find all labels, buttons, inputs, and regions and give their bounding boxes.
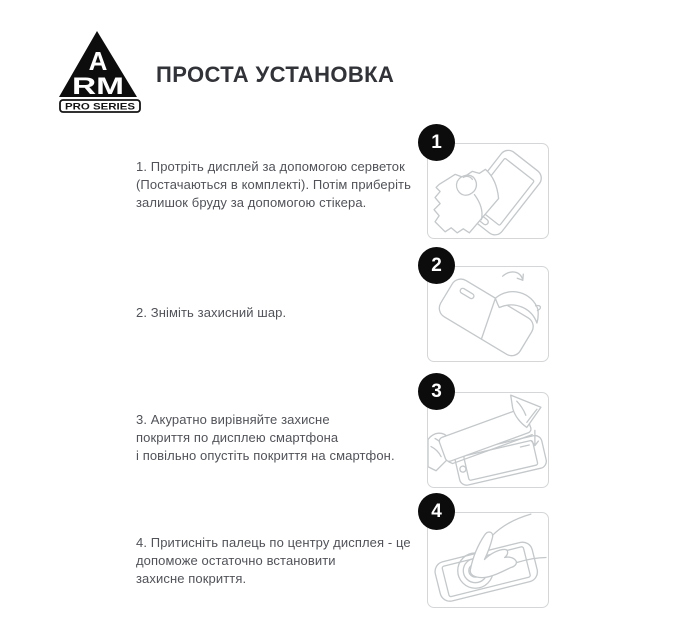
step-3-line-2: покриття по дисплею смартфона xyxy=(136,430,339,445)
step-4-illustration-box xyxy=(427,500,549,608)
step-2-illustration-box xyxy=(427,254,549,362)
logo-series-label: PRO SERIES xyxy=(65,101,135,112)
step-2-number-badge: 2 xyxy=(418,247,455,284)
step-4-line-3: захисне покриття. xyxy=(136,571,247,586)
press-finger-icon xyxy=(428,513,548,607)
peel-film-icon xyxy=(428,267,548,361)
step-3-line-3: і повільно опустіть покриття на смартфон. xyxy=(136,448,395,463)
step-1-line-2: (Постачаються в комплекті). Потім приберіть xyxy=(136,177,411,192)
step-4-text xyxy=(136,534,436,588)
step-1-line-1: 1. Протріть дисплей за допомогою серветок xyxy=(136,159,405,174)
step-1-text xyxy=(136,158,436,212)
page-title: ПРОСТА УСТАНОВКА xyxy=(156,62,395,87)
align-protector-icon xyxy=(428,393,548,487)
step-4-number-badge: 4 xyxy=(418,493,455,530)
logo-letter-a: A xyxy=(88,46,108,76)
logo-letters-rm: RM xyxy=(72,73,124,100)
step-3-number-badge: 3 xyxy=(418,373,455,410)
step-2-line-1: 2. Зніміть захисний шар. xyxy=(136,305,287,320)
step-3-line-1: 3. Акуратно вирівняйте захисне xyxy=(136,412,330,427)
step-3-text xyxy=(136,411,436,465)
step-1-number-badge: 1 xyxy=(418,124,455,161)
step-2-text xyxy=(136,304,436,322)
step-1-line-3: залишок бруду за допомогою стікера. xyxy=(136,195,367,210)
step-1-illustration-box xyxy=(427,131,549,239)
wipe-phone-icon xyxy=(428,144,548,238)
step-4-line-1: 4. Притисніть палець по центру дисплея - це xyxy=(136,535,411,550)
arm-pro-series-logo xyxy=(57,29,143,113)
step-3-illustration-box xyxy=(427,380,549,488)
step-4-line-2: допоможе остаточно встановити xyxy=(136,553,336,568)
arm-logo-triangle-icon xyxy=(57,29,143,113)
